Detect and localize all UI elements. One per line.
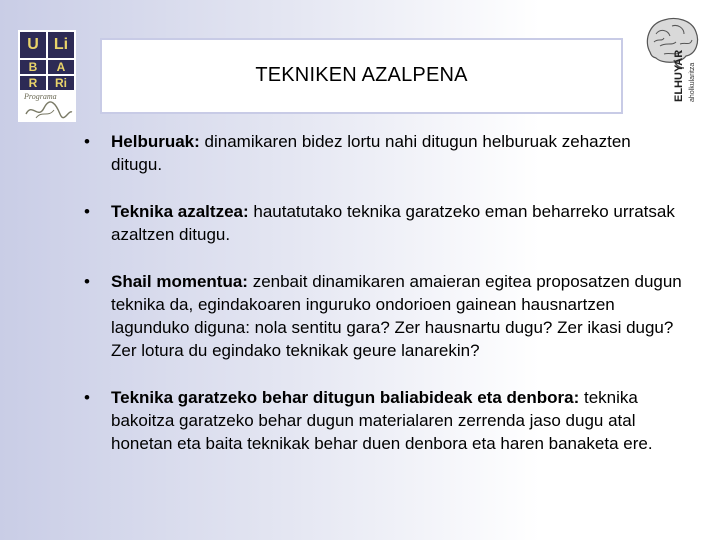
bullet-marker: • bbox=[84, 132, 90, 151]
logo-tile: Ri bbox=[48, 76, 74, 90]
elhuyar-logo bbox=[640, 12, 702, 104]
bullet-text: dinamikaren bidez lortu nahi ditugun helburuak zehazten ditugu. bbox=[111, 132, 631, 174]
logo-tile: R bbox=[20, 76, 46, 90]
bullet-term: Teknika azaltzea: bbox=[111, 202, 249, 221]
title-box bbox=[100, 38, 623, 114]
logo-tile: Li bbox=[48, 32, 74, 58]
logo-program-text: Programa bbox=[24, 92, 57, 101]
bullet-marker: • bbox=[84, 202, 90, 221]
logo-tile: U bbox=[20, 32, 46, 58]
bullet-helburuak bbox=[84, 130, 684, 176]
bullet-text: teknika bakoitza garatzeko behar dugun materialaren zerrenda jaso dugu atal honetan eta baita teknikak behar duen denbora eta haren banaketa ere. bbox=[111, 388, 653, 453]
bullet-term: Teknika garatzeko behar ditugun baliabideak eta denbora: bbox=[111, 388, 580, 407]
bullet-text: zenbait dinamikaren amaieran egitea proposatzen dugun teknika da, egindakoaren inguruko ondorioen gainean hausnartzen lagunduko diguna: nola sentitu gara? Zer hausnartu dugu? Zer ikasi dugu? Zer lotura du egindako teknikak geure lanarekin? bbox=[111, 272, 682, 360]
logo-tile: B bbox=[20, 60, 46, 74]
elhuyar-brand: ELHUYAR bbox=[673, 49, 685, 102]
bullet-marker: • bbox=[84, 388, 90, 407]
bullet-list bbox=[84, 130, 684, 479]
bullet-shail-momentua bbox=[84, 270, 684, 362]
bullet-term: Helburuak: bbox=[111, 132, 200, 151]
logo-tile: A bbox=[48, 60, 74, 74]
slide-title: TEKNIKEN AZALPENA bbox=[255, 64, 468, 86]
elhuyar-sub: aholkularitza bbox=[689, 62, 696, 102]
bullet-text: hautatutako teknika garatzeko eman beharreko urratsak azaltzen ditugu. bbox=[111, 202, 675, 244]
bullet-marker: • bbox=[84, 272, 90, 291]
bullet-term: Shail momentua: bbox=[111, 272, 248, 291]
ulibarri-logo bbox=[18, 30, 76, 122]
logo-script-icon bbox=[22, 90, 74, 120]
bullet-baliabideak bbox=[84, 386, 684, 455]
bullet-teknika-azaltzea bbox=[84, 200, 684, 246]
